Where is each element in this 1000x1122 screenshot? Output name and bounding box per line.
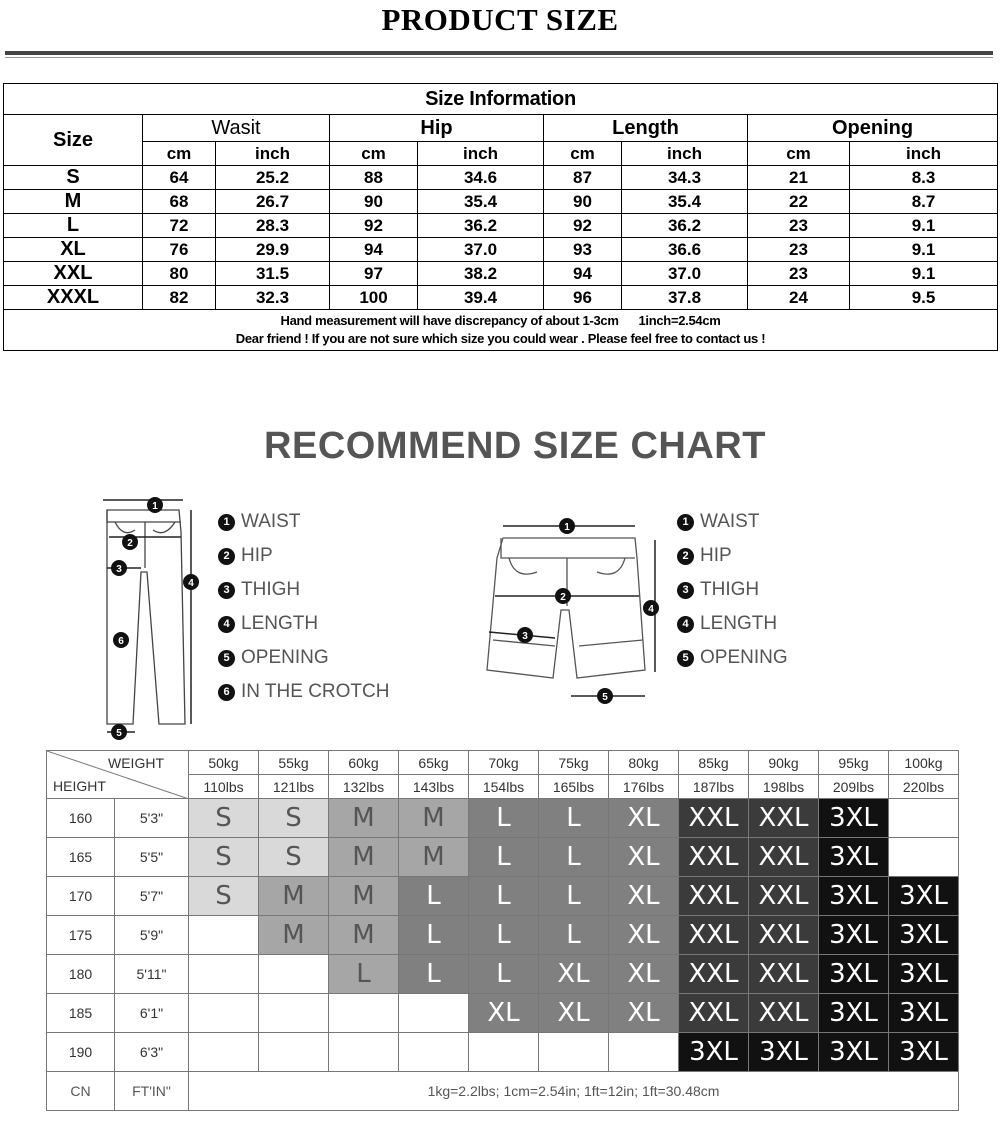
size-recommendation-cell: [189, 916, 259, 955]
size-cell: S: [4, 166, 143, 190]
size-recommendation-cell: M: [329, 838, 399, 877]
note-line-1: Hand measurement will have discrepancy of about 1-3cm 1inch=2.54cm: [280, 313, 721, 328]
legend-item: [218, 573, 389, 607]
unit-cm: cm: [748, 142, 850, 166]
size-recommendation-cell: XL: [609, 877, 679, 916]
weight-kg: 60kg: [329, 751, 399, 775]
weight-lbs: 143lbs: [399, 775, 469, 799]
measurement-cell: 36.6: [622, 238, 748, 262]
measurement-cell: 100: [330, 286, 418, 310]
size-recommendation-cell: XXL: [749, 955, 819, 994]
size-row: [4, 262, 998, 286]
measurement-cell: 68: [143, 190, 216, 214]
number-badge: 1: [677, 514, 694, 531]
size-recommendation-cell: XXL: [749, 877, 819, 916]
legend-label: LENGTH: [241, 613, 319, 634]
size-recommendation-cell: XXL: [679, 799, 749, 838]
legend-label: HIP: [241, 545, 273, 566]
group-header-opening: Opening: [748, 115, 998, 142]
size-recommendation-cell: L: [539, 916, 609, 955]
weight-kg: 100kg: [889, 751, 959, 775]
height-row: [47, 916, 959, 955]
measurement-cell: 37.8: [622, 286, 748, 310]
height-ftin: 5'9": [115, 916, 189, 955]
shorts-diagram: [475, 510, 665, 710]
weight-kg: 90kg: [749, 751, 819, 775]
size-recommendation-cell: [259, 994, 329, 1033]
size-recommendation-cell: XL: [469, 994, 539, 1033]
size-recommendation-cell: M: [259, 877, 329, 916]
size-recommendation-cell: L: [539, 877, 609, 916]
measurement-cell: 94: [544, 262, 622, 286]
size-recommendation-cell: L: [539, 838, 609, 877]
size-recommendation-cell: [189, 1033, 259, 1072]
weight-lbs: 220lbs: [889, 775, 959, 799]
height-cm: 165: [47, 838, 115, 877]
size-recommendation-cell: S: [259, 799, 329, 838]
size-recommendation-cell: L: [469, 799, 539, 838]
weight-kg: 50kg: [189, 751, 259, 775]
size-recommendation-cell: [259, 1033, 329, 1072]
size-recommendation-cell: XXL: [749, 916, 819, 955]
size-recommendation-cell: L: [399, 877, 469, 916]
weight-lbs: 154lbs: [469, 775, 539, 799]
measurement-cell: 23: [748, 214, 850, 238]
measurement-cell: 29.9: [216, 238, 330, 262]
size-recommendation-cell: L: [469, 838, 539, 877]
recommend-title: RECOMMEND SIZE CHART: [264, 425, 766, 467]
size-recommendation-cell: [399, 994, 469, 1033]
size-recommendation-cell: L: [469, 877, 539, 916]
page-title: PRODUCT SIZE: [381, 2, 619, 37]
weight-lbs: 209lbs: [819, 775, 889, 799]
measurement-cell: 64: [143, 166, 216, 190]
size-cell: XL: [4, 238, 143, 262]
size-row: [4, 286, 998, 310]
legend-label: OPENING: [700, 647, 788, 668]
svg-text:5: 5: [116, 728, 122, 739]
measurement-cell: 36.2: [418, 214, 544, 238]
number-badge: 5: [218, 650, 235, 667]
measurement-cell: 92: [544, 214, 622, 238]
group-header-waist: Wasit: [143, 115, 330, 142]
weight-lbs: 187lbs: [679, 775, 749, 799]
recommend-size-table: [46, 750, 959, 1111]
size-recommendation-cell: M: [329, 916, 399, 955]
measurement-cell: 88: [330, 166, 418, 190]
size-recommendation-cell: XXL: [679, 838, 749, 877]
measurement-cell: 80: [143, 262, 216, 286]
size-recommendation-cell: S: [259, 838, 329, 877]
measurement-cell: 39.4: [418, 286, 544, 310]
height-cm: 190: [47, 1033, 115, 1072]
size-recommendation-cell: 3XL: [889, 1033, 959, 1072]
unit-inch: inch: [622, 142, 748, 166]
weight-lbs: 198lbs: [749, 775, 819, 799]
measurement-cell: 37.0: [418, 238, 544, 262]
conversion-note: 1kg=2.2lbs; 1cm=2.54in; 1ft=12in; 1ft=30.48cm: [189, 1072, 959, 1111]
legend-item: [677, 539, 788, 573]
size-recommendation-cell: [329, 994, 399, 1033]
height-cm: 185: [47, 994, 115, 1033]
svg-text:2: 2: [127, 538, 133, 549]
weight-lbs: 121lbs: [259, 775, 329, 799]
size-recommendation-cell: 3XL: [889, 916, 959, 955]
height-label: HEIGHT: [53, 778, 106, 794]
weight-lbs: 176lbs: [609, 775, 679, 799]
unit-cm: cm: [544, 142, 622, 166]
pants-legend: [218, 505, 389, 709]
size-recommendation-cell: 3XL: [889, 877, 959, 916]
number-badge: 3: [218, 582, 235, 599]
size-recommendation-cell: [889, 799, 959, 838]
measurement-cell: 37.0: [622, 262, 748, 286]
size-recommendation-cell: 3XL: [889, 955, 959, 994]
size-recommendation-cell: S: [189, 838, 259, 877]
legend-item: [218, 539, 389, 573]
number-badge: 1: [218, 514, 235, 531]
number-badge: 6: [218, 684, 235, 701]
measurement-cell: 32.3: [216, 286, 330, 310]
svg-text:5: 5: [602, 692, 608, 703]
size-recommendation-cell: 3XL: [819, 955, 889, 994]
size-recommendation-cell: [539, 1033, 609, 1072]
size-recommendation-cell: 3XL: [819, 838, 889, 877]
size-recommendation-cell: 3XL: [819, 877, 889, 916]
legend-item: [218, 675, 389, 709]
legend-item: [218, 641, 389, 675]
legend-label: IN THE CROTCH: [241, 681, 390, 702]
number-badge: 4: [218, 616, 235, 633]
measurement-cell: 90: [544, 190, 622, 214]
measurement-cell: 87: [544, 166, 622, 190]
measurement-cell: 34.3: [622, 166, 748, 190]
weight-kg: 75kg: [539, 751, 609, 775]
size-recommendation-cell: L: [469, 916, 539, 955]
size-recommendation-cell: S: [189, 799, 259, 838]
height-cm: 170: [47, 877, 115, 916]
legend-label: THIGH: [241, 579, 301, 600]
measurement-cell: 34.6: [418, 166, 544, 190]
svg-text:3: 3: [522, 631, 528, 642]
size-recommendation-cell: [889, 838, 959, 877]
size-recommendation-cell: XXL: [679, 916, 749, 955]
size-recommendation-cell: L: [329, 955, 399, 994]
size-recommendation-cell: 3XL: [749, 1033, 819, 1072]
size-recommendation-cell: XL: [609, 799, 679, 838]
weight-kg: 95kg: [819, 751, 889, 775]
legend-label: THIGH: [700, 579, 760, 600]
height-ftin: 5'3": [115, 799, 189, 838]
size-row: [4, 166, 998, 190]
size-recommendation-cell: XXL: [679, 877, 749, 916]
size-recommendation-cell: [609, 1033, 679, 1072]
measurement-cell: 25.2: [216, 166, 330, 190]
size-recommendation-cell: XL: [609, 916, 679, 955]
table-caption: Size Information: [4, 84, 998, 115]
size-recommendation-cell: M: [329, 799, 399, 838]
size-recommendation-cell: XL: [539, 994, 609, 1033]
measurement-cell: 76: [143, 238, 216, 262]
size-recommendation-cell: [189, 994, 259, 1033]
svg-text:1: 1: [152, 501, 158, 512]
height-row: [47, 955, 959, 994]
weight-kg: 85kg: [679, 751, 749, 775]
weight-height-header: [47, 751, 189, 799]
size-recommendation-cell: 3XL: [679, 1033, 749, 1072]
size-recommendation-cell: L: [399, 916, 469, 955]
size-recommendation-cell: XL: [609, 838, 679, 877]
size-cell: XXL: [4, 262, 143, 286]
measurement-cell: 23: [748, 238, 850, 262]
measurement-cell: 35.4: [418, 190, 544, 214]
size-information-table: [3, 83, 998, 351]
height-row: [47, 1033, 959, 1072]
legend-label: WAIST: [700, 511, 760, 532]
size-recommendation-cell: M: [259, 916, 329, 955]
height-row: [47, 799, 959, 838]
measurement-cell: 22: [748, 190, 850, 214]
size-column-header: Size: [4, 115, 143, 166]
measurement-cell: 35.4: [622, 190, 748, 214]
measurement-cell: 23: [748, 262, 850, 286]
height-row: [47, 877, 959, 916]
footer-cn: CN: [47, 1072, 115, 1111]
size-row: [4, 214, 998, 238]
size-recommendation-cell: [399, 1033, 469, 1072]
size-recommendation-cell: XXL: [749, 994, 819, 1033]
group-header-length: Length: [544, 115, 748, 142]
measurement-cell: 36.2: [622, 214, 748, 238]
size-recommendation-cell: [469, 1033, 539, 1072]
unit-inch: inch: [850, 142, 998, 166]
weight-label: WEIGHT: [108, 755, 164, 771]
height-cm: 160: [47, 799, 115, 838]
measurement-cell: 28.3: [216, 214, 330, 238]
measurement-cell: 93: [544, 238, 622, 262]
note-line-2: Dear friend ! If you are not sure which size you could wear . Please feel free to contact us !: [235, 331, 766, 346]
svg-text:2: 2: [560, 592, 566, 603]
measurement-cell: 92: [330, 214, 418, 238]
size-recommendation-cell: S: [189, 877, 259, 916]
weight-kg: 65kg: [399, 751, 469, 775]
title-divider-thin: [5, 57, 993, 58]
size-cell: L: [4, 214, 143, 238]
size-recommendation-cell: XXL: [679, 994, 749, 1033]
height-ftin: 5'7": [115, 877, 189, 916]
legend-label: LENGTH: [700, 613, 778, 634]
legend-label: OPENING: [241, 647, 329, 668]
legend-item: [677, 573, 788, 607]
measurement-cell: 8.7: [850, 190, 998, 214]
legend-item: [677, 505, 788, 539]
svg-text:6: 6: [118, 636, 124, 647]
size-row: [4, 238, 998, 262]
measurement-cell: 9.1: [850, 214, 998, 238]
measurement-note: [4, 310, 998, 351]
size-recommendation-cell: 3XL: [819, 994, 889, 1033]
size-recommendation-cell: 3XL: [819, 799, 889, 838]
measurement-cell: 96: [544, 286, 622, 310]
legend-item: [677, 607, 788, 641]
measurement-cell: 38.2: [418, 262, 544, 286]
legend-label: HIP: [700, 545, 732, 566]
size-recommendation-cell: [259, 955, 329, 994]
svg-text:4: 4: [188, 578, 194, 589]
svg-text:3: 3: [116, 564, 122, 575]
measurement-cell: 8.3: [850, 166, 998, 190]
size-recommendation-cell: 3XL: [819, 1033, 889, 1072]
measurement-cell: 90: [330, 190, 418, 214]
size-recommendation-cell: XXL: [749, 799, 819, 838]
measurement-cell: 82: [143, 286, 216, 310]
unit-inch: inch: [216, 142, 330, 166]
number-badge: 2: [677, 548, 694, 565]
size-recommendation-cell: L: [539, 799, 609, 838]
height-ftin: 6'1": [115, 994, 189, 1033]
legend-item: [218, 505, 389, 539]
size-recommendation-cell: [189, 955, 259, 994]
size-recommendation-cell: 3XL: [889, 994, 959, 1033]
unit-cm: cm: [330, 142, 418, 166]
measurement-cell: 26.7: [216, 190, 330, 214]
size-recommendation-cell: M: [399, 838, 469, 877]
group-header-hip: Hip: [330, 115, 544, 142]
title-divider: [5, 51, 993, 55]
unit-inch: inch: [418, 142, 544, 166]
size-cell: XXXL: [4, 286, 143, 310]
number-badge: 5: [677, 650, 694, 667]
legend-item: [218, 607, 389, 641]
svg-text:4: 4: [648, 604, 654, 615]
measurement-cell: 97: [330, 262, 418, 286]
size-recommendation-cell: XL: [609, 994, 679, 1033]
size-recommendation-cell: M: [399, 799, 469, 838]
size-recommendation-cell: L: [399, 955, 469, 994]
pants-diagram: [95, 492, 210, 747]
measurement-cell: 9.1: [850, 262, 998, 286]
number-badge: 4: [677, 616, 694, 633]
measurement-cell: 9.5: [850, 286, 998, 310]
size-recommendation-cell: M: [329, 877, 399, 916]
height-row: [47, 838, 959, 877]
size-recommendation-cell: L: [469, 955, 539, 994]
measurement-cell: 72: [143, 214, 216, 238]
size-recommendation-cell: 3XL: [819, 916, 889, 955]
unit-cm: cm: [143, 142, 216, 166]
number-badge: 2: [218, 548, 235, 565]
footer-ftin: FT'IN": [115, 1072, 189, 1111]
height-ftin: 5'11": [115, 955, 189, 994]
height-cm: 180: [47, 955, 115, 994]
size-recommendation-cell: XXL: [679, 955, 749, 994]
shorts-legend: [677, 505, 788, 675]
pants-markers: [111, 497, 199, 740]
size-recommendation-cell: [329, 1033, 399, 1072]
weight-kg: 55kg: [259, 751, 329, 775]
legend-label: WAIST: [241, 511, 301, 532]
weight-lbs: 110lbs: [189, 775, 259, 799]
svg-text:1: 1: [564, 522, 570, 533]
size-recommendation-cell: XL: [539, 955, 609, 994]
size-recommendation-cell: XXL: [749, 838, 819, 877]
height-ftin: 5'5": [115, 838, 189, 877]
measurement-cell: 21: [748, 166, 850, 190]
height-ftin: 6'3": [115, 1033, 189, 1072]
height-cm: 175: [47, 916, 115, 955]
weight-lbs: 165lbs: [539, 775, 609, 799]
measurement-cell: 31.5: [216, 262, 330, 286]
size-recommendation-cell: XL: [609, 955, 679, 994]
legend-item: [677, 641, 788, 675]
measurement-cell: 94: [330, 238, 418, 262]
number-badge: 3: [677, 582, 694, 599]
weight-kg: 80kg: [609, 751, 679, 775]
measurement-cell: 24: [748, 286, 850, 310]
weight-lbs: 132lbs: [329, 775, 399, 799]
weight-kg: 70kg: [469, 751, 539, 775]
size-row: [4, 190, 998, 214]
size-cell: M: [4, 190, 143, 214]
measurement-cell: 9.1: [850, 238, 998, 262]
height-row: [47, 994, 959, 1033]
